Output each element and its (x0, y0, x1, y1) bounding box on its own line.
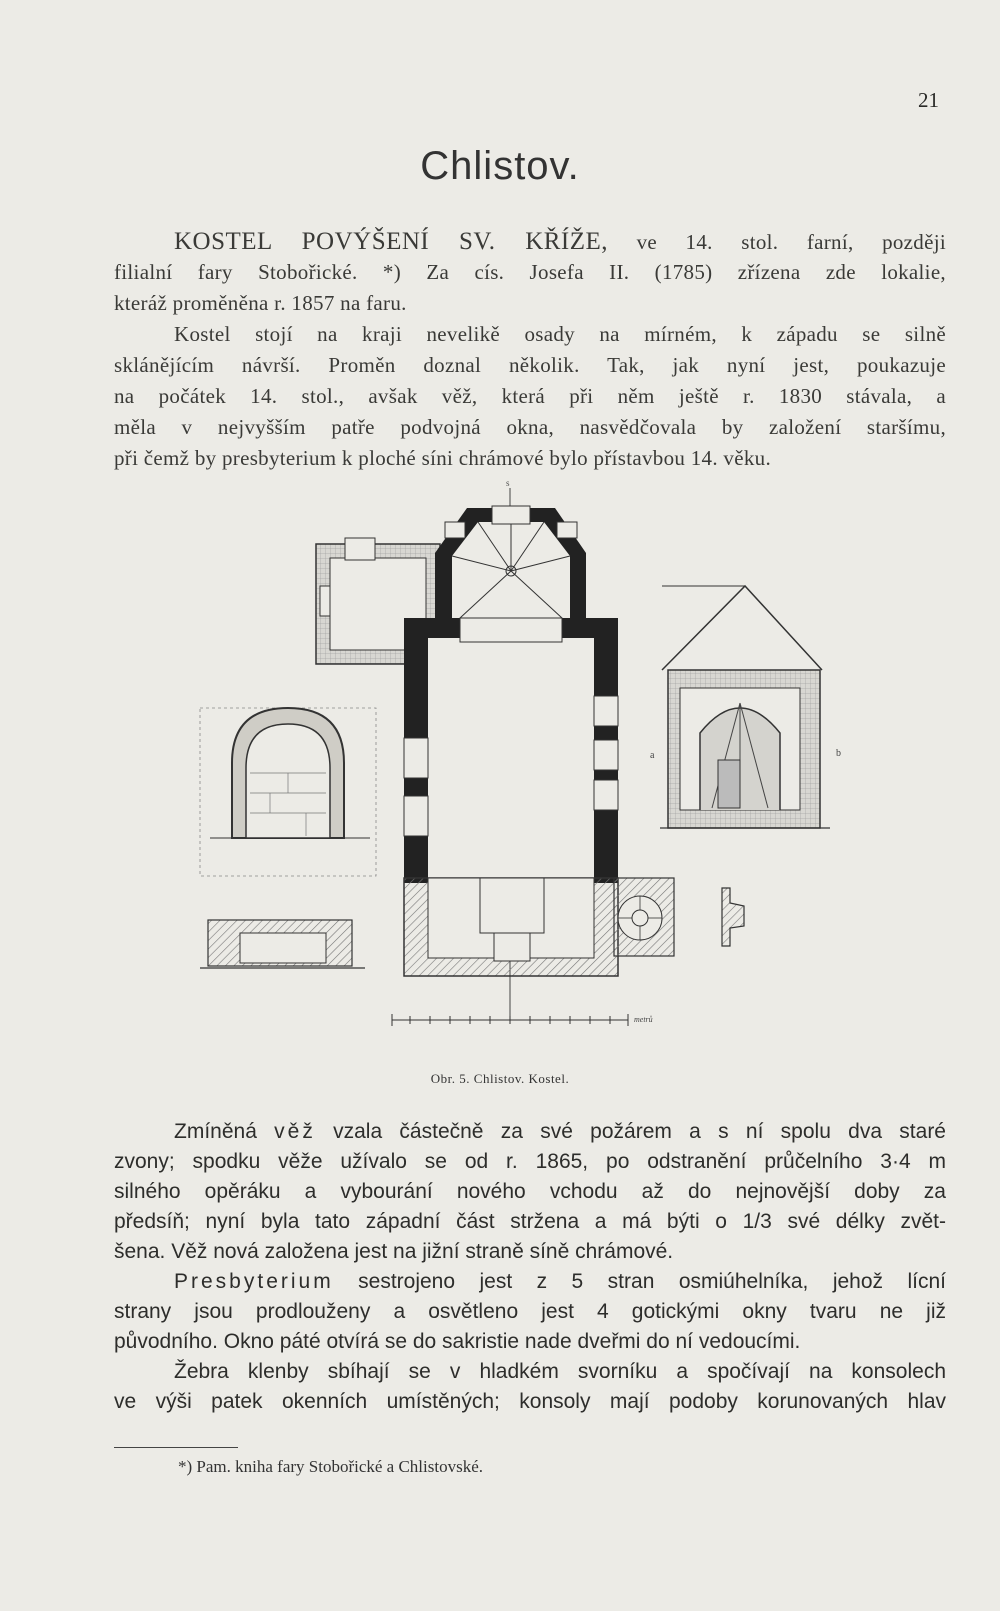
plan-nave (404, 618, 618, 976)
wall-profile-detail (722, 888, 744, 946)
page-title: Chlistov. (420, 144, 580, 188)
text-line: ve výši patek okenních umístěných; konsoly mají podoby korunovaných hlav (114, 1390, 946, 1413)
footnote-divider (114, 1447, 238, 1448)
text-span: Zmíněná (174, 1120, 257, 1143)
section-mark-b: b (836, 748, 841, 759)
text-line (114, 1267, 946, 1297)
portal-elevation (200, 708, 376, 876)
text-line: silného opěráku a vybourání nového vchodu až do nejnovější doby za (114, 1180, 946, 1203)
scale-bar (392, 1014, 653, 1026)
text-span: vzala částečně za své požárem a s ní spolu dva staré (333, 1120, 946, 1143)
threshold-section (200, 920, 365, 968)
text-line: kteráž proměněna r. 1857 na faru. (114, 291, 407, 315)
text-line: zvony; spodku věže užívalo se od r. 1865, po odstranění průčelního 3·4 m (114, 1150, 946, 1173)
emphasis-word: věž (274, 1120, 316, 1143)
text-line: Kostel stojí na kraji nevelikě osady na mírném, k západu se silně (174, 322, 946, 346)
figure-caption: Obr. 5. Chlistov. Kostel. (430, 1071, 570, 1086)
text-line: filialní fary Stobořické. *) Za cís. Josefa II. (1785) zřízena zde lokalie, (114, 260, 946, 284)
text-span: ve 14. stol. farní, později (636, 230, 946, 254)
intro-paragraph (114, 226, 946, 474)
text-line: strany jsou prodlouženy a osvětleno jest 4 gotickými okny tvaru ne již (114, 1300, 946, 1323)
floor-plan-drawing (0, 478, 1000, 1088)
text-span: své délky zvět- (787, 1210, 946, 1233)
text-span: sestrojeno jest z 5 stran osmiúhelníka, jehož lícní (358, 1270, 946, 1293)
text-span: předsíň; nyní byla tato západní část stržena a má býti o (114, 1210, 727, 1233)
church-name-heading: KOSTEL POVÝŠENÍ SV. KŘÍŽE, (174, 228, 609, 255)
emphasis-word: Presbyterium (174, 1270, 334, 1293)
text-line (114, 226, 946, 257)
text-line: původního. Okno páté otvírá se do sakristie nade dveřmi do ní vedoucími. (114, 1330, 801, 1353)
footnote: *) Pam. kniha fary Stobořické a Chlistovské. (178, 1457, 484, 1476)
text-line: sklánějícím návrší. Proměn doznal několik. Tak, jak nyní jest, poukazuje (114, 353, 946, 377)
plan-stair-turret (614, 878, 674, 956)
page-number: 21 (918, 88, 939, 112)
church-cross-section (650, 586, 841, 828)
text-line (114, 1207, 946, 1237)
body-paragraph (114, 1117, 946, 1417)
scale-unit-label: metrů (634, 1015, 653, 1024)
text-line: měla v nejvyšším patře podvojná okna, nasvědčovala by založení staršímu, (114, 415, 946, 439)
text-line: Žebra klenby sbíhají se v hladkém svorníku a spočívají na konsolech (174, 1360, 946, 1383)
church-plan-figure (0, 478, 1000, 1088)
section-mark-a: a (650, 750, 655, 761)
fraction: 1/3 (742, 1210, 772, 1233)
text-line: při čemž by presbyterium k ploché síni chrámové bylo přístavbou 14. věku. (114, 446, 771, 470)
text-line: šena. Věž nová založena jest na jižní straně síně chrámové. (114, 1240, 674, 1263)
text-line: na počátek 14. stol., avšak věž, která při něm ještě r. 1830 stávala, a (114, 384, 946, 408)
plan-presbytery (435, 506, 586, 623)
text-line (114, 1117, 946, 1147)
svg-text:s: s (506, 478, 510, 488)
